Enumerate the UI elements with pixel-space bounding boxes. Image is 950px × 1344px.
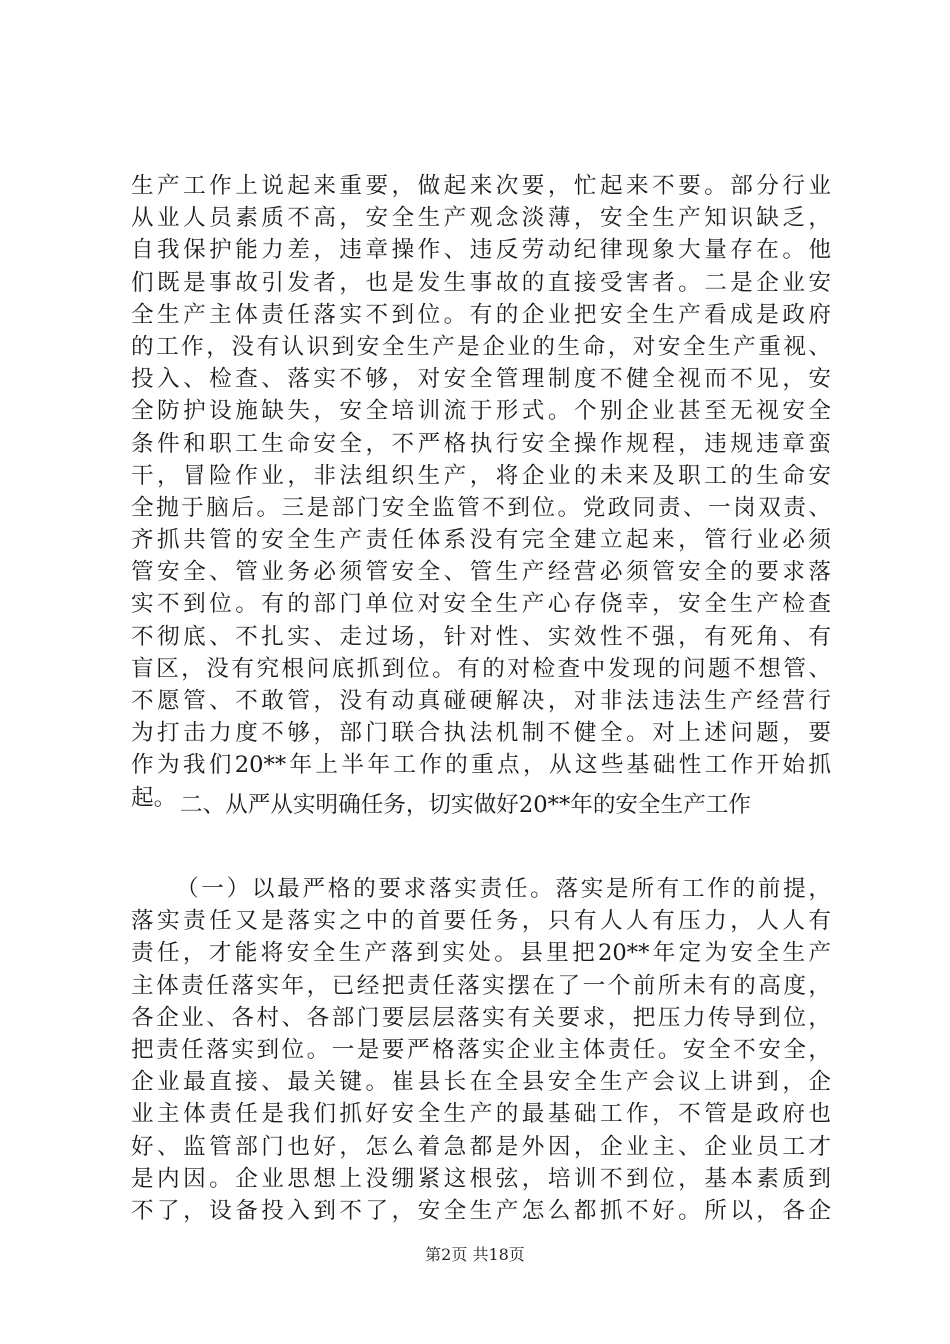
text-line: 不彻底、不扎实、走过场，针对性、实效性不强，有死角、有 — [131, 623, 831, 650]
text-line: 好、监管部门也好，怎么着急都是外因，企业主、企业员工才 — [131, 1133, 831, 1160]
text-line: 生产工作上说起来重要，做起来次要，忙起来不要。部分行业 — [131, 173, 831, 199]
text-line: 齐抓共管的安全生产责任体系没有完全建立起来，管行业必须 — [131, 527, 831, 554]
paragraph-continuation — [131, 170, 831, 814]
text-line: 干，冒险作业，非法组织生产，将企业的未来及职工的生命安 — [131, 462, 831, 489]
text-line: 企业最直接、最关键。崔县长在全县安全生产会议上讲到，企 — [131, 1069, 831, 1096]
text-line: 不了，设备投入到不了，安全生产怎么都抓不好。所以，各企 — [131, 1197, 831, 1224]
text-line: 为打击力度不够，部门联合执法机制不健全。对上述问题，要 — [131, 720, 831, 747]
text-line: 责任，才能将安全生产落到实处。县里把20**年定为安全生产 — [131, 940, 831, 967]
text-line: 们既是事故引发者，也是发生事故的直接受害者。二是企业安 — [131, 269, 831, 296]
text-line: 把责任落实到位。一是要严格落实企业主体责任。安全不安全， — [131, 1036, 831, 1063]
text-line: 全生产主体责任落实不到位。有的企业把安全生产看成是政府 — [131, 301, 831, 328]
text-line: 盲区，没有究根问底抓到位。有的对检查中发现的问题不想管、 — [131, 655, 831, 682]
text-line: 自我保护能力差，违章操作、违反劳动纪律现象大量存在。他 — [131, 237, 831, 264]
text-line: 各企业、各村、各部门要层层落实有关要求，把压力传导到位， — [131, 1004, 831, 1031]
text-line: 管安全、管业务必须管安全、管生产经营必须管安全的要求落 — [131, 559, 831, 586]
text-line: 全抛于脑后。三是部门安全监管不到位。党政同责、一岗双责、 — [131, 494, 831, 521]
paragraph-section-one — [131, 873, 831, 1227]
text-line: 作为我们20**年上半年工作的重点，从这些基础性工作开始抓 — [131, 752, 831, 779]
text-line: 主体责任落实年，已经把责任落实摆在了一个前所未有的高度， — [131, 972, 831, 999]
text-line: 落实责任又是落实之中的首要任务，只有人人有压力，人人有 — [131, 908, 831, 935]
text-line: 从业人员素质不高，安全生产观念淡薄，安全生产知识缺乏， — [131, 205, 831, 232]
text-line: 是内因。企业思想上没绷紧这根弦，培训不到位，基本素质到 — [131, 1165, 831, 1192]
page-number-footer: 第2页 共18页 — [425, 1245, 525, 1264]
text-line: 业主体责任是我们抓好安全生产的最基础工作，不管是政府也 — [131, 1101, 831, 1128]
text-line: 投入、检查、落实不够，对安全管理制度不健全视而不见，安 — [131, 366, 831, 393]
text-line: 全防护设施缺失，安全培训流于形式。个别企业甚至无视安全 — [131, 398, 831, 425]
text-line: 的工作，没有认识到安全生产是企业的生命，对安全生产重视、 — [131, 333, 831, 360]
section-heading: 二、从严从实明确任务，切实做好20**年的安全生产工作 — [180, 792, 751, 818]
text-line: 不愿管、不敢管，没有动真碰硬解决，对非法违法生产经营行 — [131, 688, 831, 714]
text-line: 起。 — [131, 784, 177, 811]
text-line: （一）以最严格的要求落实责任。落实是所有工作的前提， — [176, 876, 831, 902]
text-line: 实不到位。有的部门单位对安全生产心存侥幸，安全生产检查 — [131, 591, 831, 618]
text-line: 条件和职工生命安全，不严格执行安全操作规程，违规违章蛮 — [131, 430, 831, 457]
